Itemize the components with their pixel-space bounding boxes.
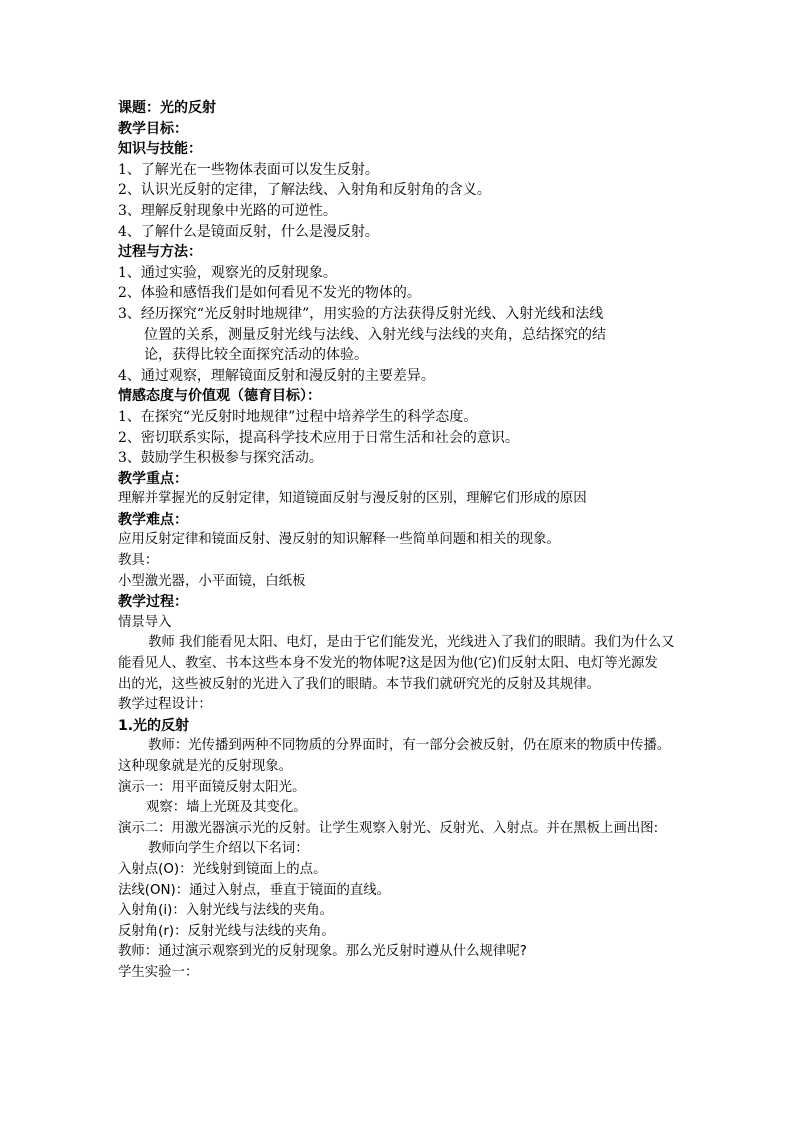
key-points-heading: 教学重点： [118, 470, 188, 487]
process-item-continued: 论，获得比较全面探究活动的体验。 [144, 347, 368, 364]
design-label: 教学过程设计： [118, 697, 212, 713]
lesson-plan-page [118, 98, 678, 984]
term-item: 反射角(r)：反射光线与法线的夹角。 [118, 923, 335, 939]
term-item: 入射点(O)：光线射到镜面上的点。 [118, 861, 327, 877]
demo-two: 演示二：用激光器演示光的反射。让学生观察入射光、反射光、入射点。并在黑板上画出图: [118, 820, 659, 836]
process-item: 3、经历探究“光反射时地规律”，用实验的方法获得反射光线、入射光线和法线 [118, 305, 604, 322]
attitude-heading: 情感态度与价值观（德育目标）： [118, 388, 321, 405]
intro-paragraph-line: 教师 我们能看见太阳、电灯，是由于它们能发光，光线进入了我们的眼睛。我们为什么又 [148, 635, 675, 651]
key-points-text: 理解并掌握光的反射定律，知道镜面反射与漫反射的区别，理解它们形成的原因 [118, 491, 587, 507]
process-item: 4、通过观察，理解镜面反射和漫反射的主要差异。 [118, 367, 435, 384]
attitude-item: 1、在探究“光反射时地规律”过程中培养学生的科学态度。 [118, 408, 478, 425]
knowledge-item: 1、了解光在一些物体表面可以发生反射。 [118, 161, 379, 178]
process-heading: 过程与方法： [118, 244, 202, 261]
difficulties-text: 应用反射定律和镜面反射、漫反射的知识解释一些简单问题和相关的现象。 [118, 532, 560, 548]
knowledge-item: 3、理解反射现象中光路的可逆性。 [118, 202, 337, 219]
knowledge-heading: 知识与技能： [118, 141, 202, 158]
process-item: 1、通过实验，观察光的反射现象。 [118, 264, 337, 281]
section-paragraph-line: 这种现象就是光的反射现象。 [118, 759, 293, 774]
demo-one: 演示一：用平面镜反射太阳光。 [118, 779, 306, 795]
section-paragraph-line: 教师：光传播到两种不同物质的分界面时，有一部分会被反射，仍在原来的物质中传播。 [148, 738, 671, 754]
teacher-question: 教师：通过演示观察到光的反射现象。那么光反射时遵从什么规律呢? [118, 944, 527, 960]
tools-text: 小型激光器，小平面镜，白纸板 [118, 573, 306, 589]
term-item: 法线(ON)：通过入射点，垂直于镜面的直线。 [118, 882, 391, 898]
intro-paragraph-line: 出的光，这些被反射的光进入了我们的眼睛。本节我们就研究光的反射及其规律。 [118, 676, 601, 692]
goals-heading: 教学目标： [118, 120, 188, 137]
process-item-continued: 位置的关系，测量反射光线与法线、入射光线与法线的夹角，总结探究的结 [144, 326, 606, 343]
student-experiment-label: 学生实验一： [118, 964, 199, 980]
tools-heading: 教具： [118, 553, 159, 569]
attitude-item: 2、密切联系实际，提高科学技术应用于日常生活和社会的意识。 [118, 429, 519, 446]
lesson-title: 课题：光的反射 [118, 100, 216, 116]
difficulties-heading: 教学难点： [118, 511, 188, 528]
teacher-intro: 教师向学生介绍以下名词： [148, 841, 309, 857]
procedure-heading: 教学过程： [118, 594, 188, 611]
term-item: 入射角(i)：入射光线与法线的夹角。 [118, 903, 334, 919]
intro-label: 情景导入 [118, 614, 172, 630]
section-heading: 1.光的反射 [118, 717, 190, 734]
attitude-item: 3、鼓励学生积极参与探究活动。 [118, 450, 323, 467]
demo-one-observe: 观察：墙上光斑及其变化。 [146, 800, 307, 816]
knowledge-item: 2、认识光反射的定律，了解法线、入射角和反射角的含义。 [118, 182, 491, 199]
process-item: 2、体验和感悟我们是如何看见不发光的物体的。 [118, 285, 421, 302]
intro-paragraph-line: 能看见人、教室、书本这些本身不发光的物体呢?这是因为他(它)们反射太阳、电灯等光源发 [118, 656, 658, 672]
knowledge-item: 4、了解什么是镜面反射，什么是漫反射。 [118, 223, 379, 240]
